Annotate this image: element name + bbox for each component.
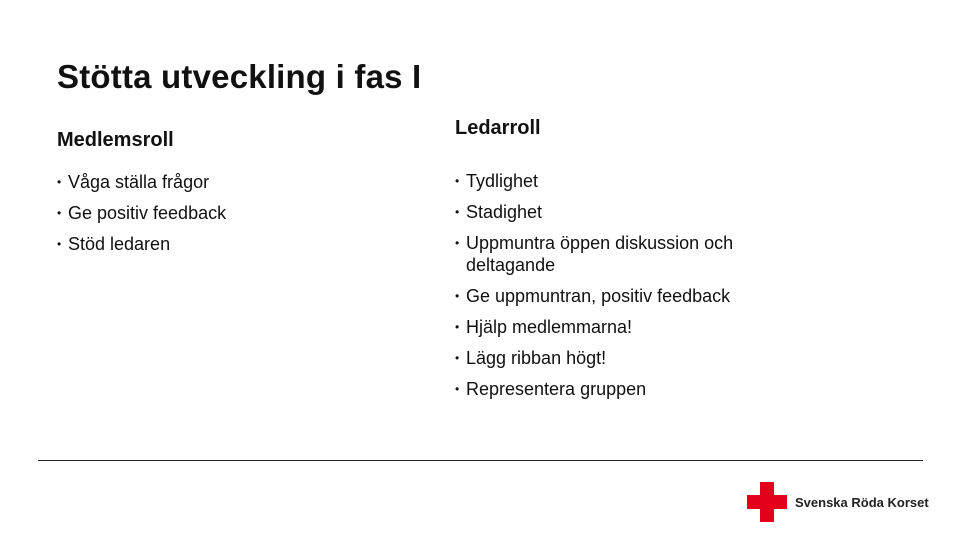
logo-text: Svenska Röda Korset: [795, 494, 929, 510]
organization-logo: [747, 482, 929, 522]
bullet-icon: •: [57, 237, 62, 251]
list-item: • Ge positiv feedback: [57, 203, 227, 223]
red-cross-icon: [747, 482, 787, 522]
bullet-icon: •: [455, 236, 460, 250]
bullet-icon: •: [455, 205, 460, 219]
slide-title: Stötta utveckling i fas I: [57, 58, 422, 95]
member-role-list: [57, 171, 417, 264]
leader-role-list: [455, 170, 795, 409]
list-item: • Våga ställa frågor: [57, 172, 210, 192]
list-item: • Uppmuntra öppen diskussion och deltagande: [455, 233, 734, 275]
list-item: • Ge uppmuntran, positiv feedback: [455, 286, 731, 306]
bullet-icon: •: [57, 206, 62, 220]
bullet-icon: •: [455, 351, 460, 365]
bullet-icon: •: [455, 382, 460, 396]
list-item: • Stadighet: [455, 202, 543, 222]
bullet-icon: •: [455, 289, 460, 303]
list-item: • Representera gruppen: [455, 379, 647, 399]
list-item: • Tydlighet: [455, 171, 539, 191]
bullet-icon: •: [455, 320, 460, 334]
leader-role-heading: Ledarroll: [455, 117, 541, 139]
bullet-icon: •: [455, 174, 460, 188]
list-item: • Lägg ribban högt!: [455, 348, 607, 368]
list-item: • Stöd ledaren: [57, 234, 171, 254]
bullet-icon: •: [57, 175, 62, 189]
member-role-heading: Medlemsroll: [57, 129, 174, 151]
footer-divider: [38, 460, 923, 461]
list-item: • Hjälp medlemmarna!: [455, 317, 633, 337]
